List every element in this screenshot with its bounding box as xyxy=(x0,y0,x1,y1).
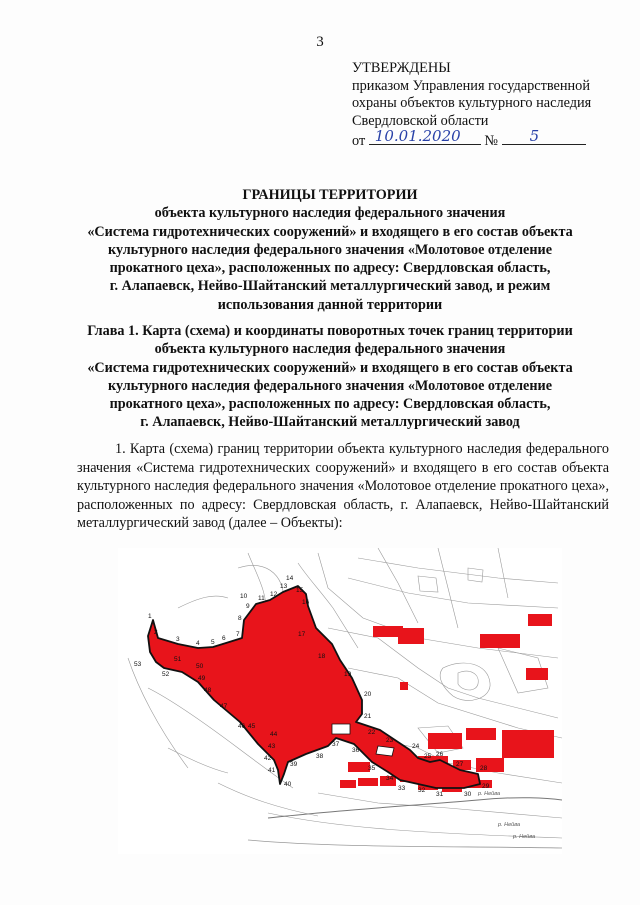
point-label: 3 xyxy=(176,636,180,643)
point-label: 13 xyxy=(280,583,288,590)
document-title xyxy=(60,186,600,314)
approval-block xyxy=(352,60,622,151)
point-label: 40 xyxy=(284,781,292,788)
approval-title: УТВЕРЖДЕНЫ xyxy=(352,60,451,76)
point-label: 14 xyxy=(286,575,294,582)
building xyxy=(502,730,554,758)
point-label: 9 xyxy=(246,603,250,610)
point-label: 29 xyxy=(482,783,490,790)
point-label: 10 xyxy=(240,593,248,600)
river-label: р. Нейва xyxy=(498,822,521,828)
building xyxy=(428,733,462,749)
point-label: 21 xyxy=(364,713,372,720)
point-label: 2 xyxy=(154,629,158,636)
river-label: р. Нейва xyxy=(513,834,536,840)
point-label: 26 xyxy=(436,751,444,758)
point-label: 11 xyxy=(258,595,265,602)
chapter-line: г. Алапаевск, Нейво-Шайтанский металлургический завод xyxy=(140,414,520,431)
point-label: 6 xyxy=(222,635,226,642)
point-label: 1 xyxy=(148,613,152,620)
title-line: ГРАНИЦЫ ТЕРРИТОРИИ xyxy=(242,187,418,203)
approval-date-row xyxy=(352,126,622,151)
point-label: 25 xyxy=(424,753,432,760)
building xyxy=(528,614,552,626)
point-label: 8 xyxy=(238,615,242,622)
point-label: 31 xyxy=(436,791,444,798)
building xyxy=(348,762,370,772)
building xyxy=(400,682,408,690)
point-label: 52 xyxy=(162,671,170,678)
point-label: 16 xyxy=(302,599,310,606)
date-field xyxy=(369,126,481,145)
point-label: 4 xyxy=(196,640,200,647)
point-label: 47 xyxy=(220,703,228,710)
title-line: г. Алапаевск, Нейво-Шайтанский металлургический завод, и режим xyxy=(109,278,551,295)
number-handwritten: 5 xyxy=(529,126,540,145)
river-bank-line xyxy=(248,840,562,848)
chapter-line: культурного наследия федерального значения «Молотовое отделение xyxy=(107,377,552,394)
territory-map xyxy=(118,548,562,854)
building xyxy=(340,780,356,788)
point-label: 35 xyxy=(368,765,376,772)
point-label: 18 xyxy=(318,653,326,660)
title-line: объекта культурного наследия федерального значения xyxy=(154,205,506,222)
point-label: 48 xyxy=(204,687,212,694)
point-label: 20 xyxy=(364,691,372,698)
paragraph-1: 1. Карта (схема) границ территории объекта культурного наследия федерального значения «Система гидротехнических сооружений» и входящего в его состав объекта культурного наследия федерального значения «Молотовое отделение прокатного цеха», расположенных по адресу: Свердловская область, г. Алапаевск, Нейво-Шайтанский металлургический завод (далее – Объекты): xyxy=(77,441,609,532)
point-label: 51 xyxy=(174,656,182,663)
point-label: 19 xyxy=(344,671,352,678)
building xyxy=(398,628,424,644)
page-number: 3 xyxy=(316,34,324,50)
point-label: 42 xyxy=(264,755,272,762)
building xyxy=(466,728,496,740)
point-label: 50 xyxy=(196,663,204,670)
point-label: 28 xyxy=(480,765,488,772)
point-label: 34 xyxy=(386,775,394,782)
building xyxy=(526,668,548,680)
approval-line: приказом Управления государственной xyxy=(352,77,590,94)
building xyxy=(358,778,378,786)
point-label: 37 xyxy=(332,741,340,748)
approval-line: охраны объектов культурного наследия xyxy=(352,95,592,111)
number-prefix: № xyxy=(484,133,499,149)
point-label: 39 xyxy=(290,761,298,768)
point-label: 36 xyxy=(352,747,360,754)
date-handwritten: 10.01.2020 xyxy=(374,126,461,145)
map-svg xyxy=(118,548,562,854)
point-label: 30 xyxy=(464,791,472,798)
point-label: 22 xyxy=(368,729,376,736)
title-line: культурного наследия федерального значения «Молотовое отделение xyxy=(107,241,552,258)
territory-cutout xyxy=(376,746,394,756)
territory-cutout xyxy=(332,724,350,734)
point-label: 23 xyxy=(386,737,394,744)
chapter-line: Глава 1. Карта (схема) и координаты поворотных точек границ территории xyxy=(87,323,573,339)
point-label: 5 xyxy=(211,639,215,646)
date-prefix: от xyxy=(352,133,366,149)
point-label: 32 xyxy=(418,787,426,794)
point-label: 49 xyxy=(198,675,206,682)
chapter-title xyxy=(60,322,600,432)
point-label: 27 xyxy=(456,761,464,768)
point-label: 15 xyxy=(296,587,304,594)
number-field xyxy=(502,126,586,145)
point-label: 12 xyxy=(270,591,278,598)
point-label: 43 xyxy=(268,743,276,750)
point-label: 41 xyxy=(268,767,276,774)
point-label: 38 xyxy=(316,753,324,760)
point-label: 45 xyxy=(248,723,256,730)
river-label: р. Нейва xyxy=(478,791,501,797)
point-label: 7 xyxy=(236,631,240,638)
point-label: 24 xyxy=(412,743,420,750)
chapter-line: «Система гидротехнических сооружений» и входящего в его состав объекта xyxy=(87,359,573,376)
chapter-line: объекта культурного наследия федерального значения xyxy=(154,341,506,358)
approval-line: Свердловской области xyxy=(352,112,489,129)
point-label: 46 xyxy=(238,723,246,730)
title-line: «Система гидротехнических сооружений» и входящего в его состав объекта xyxy=(87,223,573,240)
title-line: использования данной территории xyxy=(217,296,443,313)
point-label: 33 xyxy=(398,785,406,792)
point-label: 17 xyxy=(298,631,306,638)
chapter-line: прокатного цеха», расположенных по адресу: Свердловская область, xyxy=(109,396,551,413)
point-label: 44 xyxy=(270,731,278,738)
building xyxy=(480,634,520,648)
point-label: 53 xyxy=(134,661,142,668)
title-line: прокатного цеха», расположенных по адресу: Свердловская область, xyxy=(109,260,551,277)
